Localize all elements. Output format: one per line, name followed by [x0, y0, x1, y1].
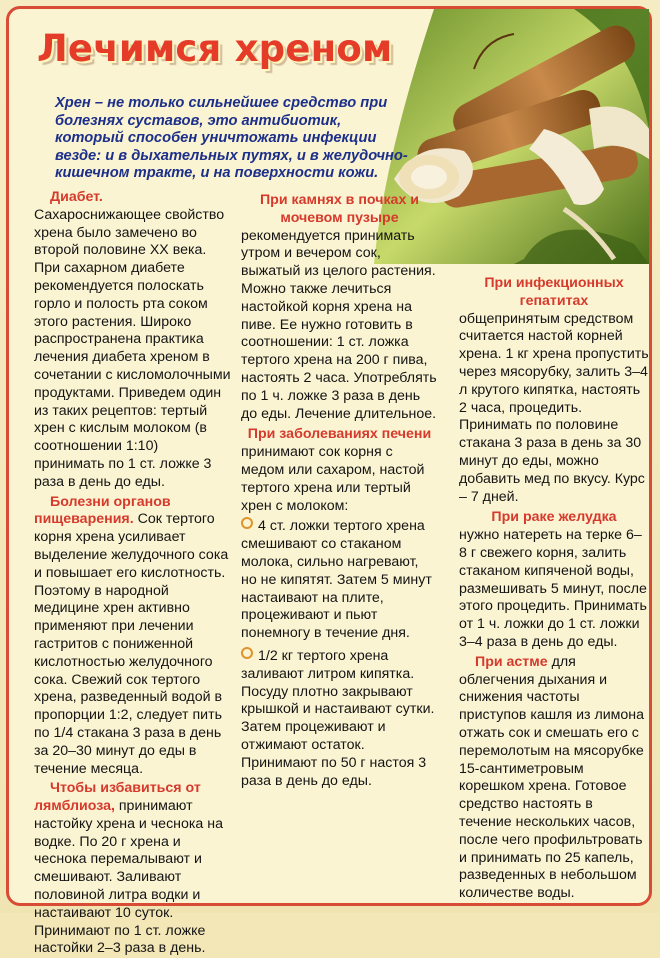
- section-text: принимают сок корня с медом или сахаром, настой тертого хрена или тертый хрен с молоком:: [241, 444, 425, 514]
- column-middle: [241, 191, 438, 790]
- bullet-text: 1/2 кг тертого хрена заливают литром кипятка. Посуду плотно закрывают крышкой и настаивают сутки. Затем процеживают и отжимают остаток. Принимают по 50 г настоя 3 раза в день до еды.: [241, 647, 435, 789]
- section-heading: Диабет.: [50, 189, 103, 205]
- section-text: Сок тертого корня хрена усиливает выделение желудочного сока и повышает его кислотность. Поэтому в народной медицине хрен активно применяют при лечении гастритов с пониженной кислотностью желудочного сока. Свежий сок тертого хрена, разведенный водой в пропорции 1:2, следует пить по 1/4 стакана 3 раза в день за 20–30 минут до еды в течение месяца.: [34, 511, 229, 777]
- bullet-circle-icon: [241, 647, 253, 659]
- section-heading: При астме: [475, 653, 548, 670]
- page-title: Лечимся хреном: [37, 27, 393, 70]
- section-heading: При камнях в почках и мочевом пузыре: [259, 192, 420, 226]
- intro-text: Хрен – не только сильнейшее средство при болезнях суставов, это антибиотик, который способен уничтожать инфекции везде: и в дыхательных путях, и в желудочно-кишечном тракте, и на поверхности кожи.: [55, 95, 408, 181]
- section-digestion: [34, 494, 232, 779]
- liver-bullet-item: [241, 517, 438, 643]
- article-frame: [6, 6, 652, 957]
- section-heading: Болезни органов пищеварения.: [34, 493, 171, 528]
- column-left: [34, 189, 232, 958]
- section-text: Сахароснижающее свойство хрена было замечено во второй половине XX века. При сахарном диабете рекомендуется полоскать горло и полость рта соком этого растения. Широко распространена практика лечения диабета хреном в сочетании с кисломолочными продуктами. Приведем один из таких рецептов: тертый хрен с кислым молоком (в соотношении 1:10) принимать по 1 ст. ложке 3 раза в день до еды.: [34, 206, 231, 490]
- liver-bullet-item: [241, 647, 438, 790]
- section-heading: При раке желудка: [491, 509, 617, 526]
- section-stomach: [459, 509, 649, 651]
- column-right: [459, 274, 649, 903]
- section-hepatitis: [459, 275, 649, 506]
- section-liver: [241, 426, 438, 515]
- section-heading: Чтобы избавиться от лямблиоза,: [34, 780, 201, 815]
- section-lamblia: [34, 780, 232, 958]
- section-stones: [241, 192, 438, 423]
- section-diabetes: [34, 189, 232, 492]
- section-text: рекомендуется принимать утром и вечером сок, выжатый из целого растения. Можно также лечиться настойкой корня хрена на пиве. Ее нужно готовить в соотношении: 1 ст. ложка тертого хрена на 200 г пива, настоять 2 часа. Употреблять по 1 ч. ложке 3 раза в день до еды. Лечение длительное.: [241, 227, 437, 422]
- section-text: нужно натереть на терке 6–8 г свежего корня, залить стаканом кипяченой воды, размешивать 5 минут, после этого процедить. Принимать от 1 ч. ложки до 1 ст. ложки 3–4 раза в день до еды.: [459, 527, 647, 650]
- section-text: для облегчения дыхания и снижения частоты приступов кашля из лимона отжать сок и смешать его с перемолотым на мясорубке 15-сантиметровым корешком хрена. Готовое средство настоять в течение нескольких часов, после чего профильтровать и принимать по 25 капель, разведенных в небольшом количестве воды.: [459, 653, 645, 902]
- section-heading: При инфекционных гепатитах: [484, 275, 624, 309]
- section-heading: При заболеваниях печени: [247, 426, 432, 443]
- bullet-text: 4 ст. ложки тертого хрена смешивают со стаканом молока, сильно нагревают, но не кипятят. Затем 5 минут настаивают на плите, процеживают и пьют понемногу в течение дня.: [241, 518, 432, 642]
- section-text: общепринятым средством считается настой корней хрена. 1 кг хрена пропустить через мясорубку, залить 3–4 л крутого кипятка, настоять 2 часа, процедить. Принимать по половине стакана 3 раза в день за 30 минут до еды, можно добавить мед по вкусу. Курс – 7 дней.: [459, 310, 649, 505]
- section-asthma: [459, 654, 649, 903]
- bullet-circle-icon: [241, 517, 253, 529]
- section-text: принимают настойку хрена и чеснока на водке. По 20 г хрена и чеснока перемалывают и смешивают. Заливают половиной литра водки и настаивают 10 суток. Принимают по 1 ст. ложке настойки 2–3 раза в день.: [34, 798, 223, 957]
